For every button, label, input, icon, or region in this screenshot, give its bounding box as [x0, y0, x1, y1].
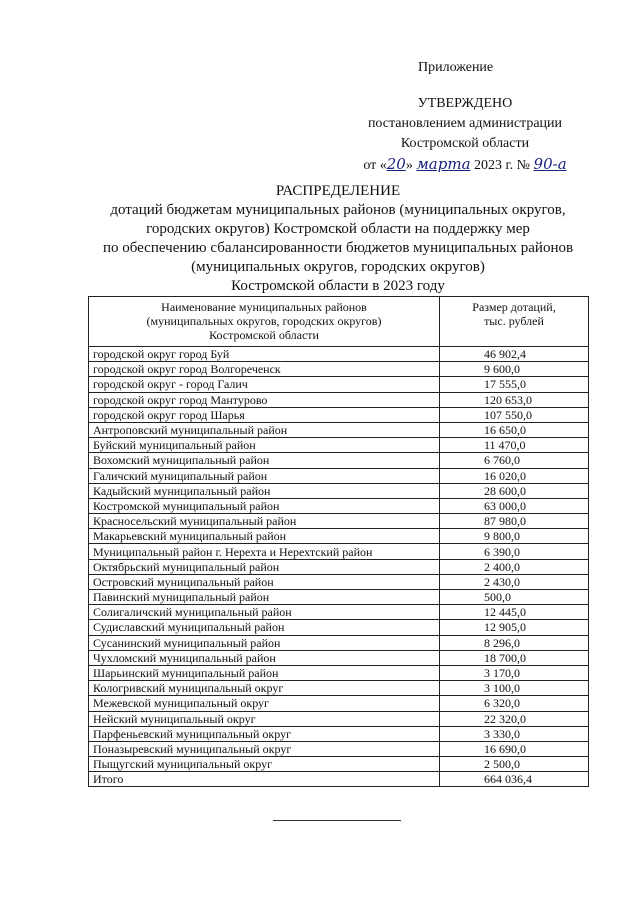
subsidy-amount: 120 653,0: [440, 392, 589, 407]
municipality-name: Макарьевский муниципальный район: [89, 529, 440, 544]
table-row: [89, 696, 589, 711]
municipality-name: Чухломский муниципальный район: [89, 650, 440, 665]
subsidy-amount: 22 320,0: [440, 711, 589, 726]
table-header-row: [89, 297, 589, 347]
table-row: [89, 665, 589, 680]
municipality-name: Островский муниципальный район: [89, 574, 440, 589]
municipality-name: городской округ город Мантурово: [89, 392, 440, 407]
heading-line-2: дотаций бюджетам муниципальных районов (муниципальных округов,: [110, 202, 566, 218]
heading-line-6: Костромской области в 2023 году: [231, 278, 445, 294]
municipality-name: Нейский муниципальный округ: [89, 711, 440, 726]
table-row: [89, 483, 589, 498]
subsidy-amount: 3 330,0: [440, 726, 589, 741]
municipality-name: городской округ город Буй: [89, 347, 440, 362]
heading-line-5: (муниципальных округов, городских округов): [191, 259, 485, 275]
subsidy-amount: 3 100,0: [440, 681, 589, 696]
date-mid: »: [405, 158, 417, 173]
municipality-name: Муниципальный район г. Нерехта и Нерехтский район: [89, 544, 440, 559]
table-row: [89, 559, 589, 574]
subsidy-amount: 107 550,0: [440, 407, 589, 422]
municipality-name: Октябрьский муниципальный район: [89, 559, 440, 574]
table-row: [89, 529, 589, 544]
subsidy-amount: 11 470,0: [440, 438, 589, 453]
subsidy-amount: 63 000,0: [440, 498, 589, 513]
table-row: [89, 574, 589, 589]
subsidy-amount: 6 760,0: [440, 453, 589, 468]
approved-title: УТВЕРЖДЕНО: [417, 96, 513, 111]
total-row: [89, 772, 589, 787]
appendix-label: Приложение: [418, 60, 494, 75]
approval-date-line: [360, 154, 570, 176]
table-row: [89, 514, 589, 529]
subsidy-amount: 9 800,0: [440, 529, 589, 544]
column-header-value: [440, 297, 589, 347]
subsidy-amount: 2 400,0: [440, 559, 589, 574]
municipality-name: Кадыйский муниципальный район: [89, 483, 440, 498]
subsidy-amount: 18 700,0: [440, 650, 589, 665]
municipality-name: Павинский муниципальный район: [89, 590, 440, 605]
table-row: [89, 347, 589, 362]
municipality-name: Сусанинский муниципальный район: [89, 635, 440, 650]
subsidy-amount: 87 980,0: [440, 514, 589, 529]
subsidy-amount: 500,0: [440, 590, 589, 605]
column-header-name-line-3: Костромской области: [209, 328, 319, 342]
column-header-name-line-2: (муниципальных округов, городских округов): [146, 314, 382, 328]
municipality-name: Солигаличский муниципальный район: [89, 605, 440, 620]
table-row: [89, 620, 589, 635]
municipality-name: городской округ город Шарья: [89, 407, 440, 422]
municipality-name: Красносельский муниципальный район: [89, 514, 440, 529]
table-row: [89, 438, 589, 453]
date-day-handwritten: 20: [386, 155, 406, 173]
table-row: [89, 468, 589, 483]
table-row: [89, 711, 589, 726]
distribution-table: [88, 296, 589, 787]
municipality-name: Судиславский муниципальный район: [89, 620, 440, 635]
municipality-name: городской округ - город Галич: [89, 377, 440, 392]
municipality-name: Кологривский муниципальный округ: [89, 681, 440, 696]
municipality-name: Вохомский муниципальный район: [89, 453, 440, 468]
municipality-name: Буйский муниципальный район: [89, 438, 440, 453]
column-header-name: [89, 297, 440, 347]
subsidy-amount: 28 600,0: [440, 483, 589, 498]
municipality-name: Антроповский муниципальный район: [89, 422, 440, 437]
subsidy-amount: 16 020,0: [440, 468, 589, 483]
municipality-name: Галичский муниципальный район: [89, 468, 440, 483]
column-header-name-line-1: Наименование муниципальных районов: [161, 300, 367, 314]
column-header-value-line-1: Размер дотаций,: [472, 300, 556, 314]
table-row: [89, 453, 589, 468]
municipality-name: Пыщугский муниципальный округ: [89, 757, 440, 772]
municipality-name: Костромской муниципальный район: [89, 498, 440, 513]
date-year: 2023 г. №: [470, 158, 534, 173]
table-row: [89, 377, 589, 392]
subsidy-amount: 8 296,0: [440, 635, 589, 650]
approved-line-2: Костромской области: [400, 136, 530, 151]
table-row: [89, 544, 589, 559]
approval-block: [360, 94, 570, 176]
subsidy-amount: 46 902,4: [440, 347, 589, 362]
subsidy-amount: 9 600,0: [440, 362, 589, 377]
subsidy-amount: 16 690,0: [440, 741, 589, 756]
table-row: [89, 392, 589, 407]
subsidy-amount: 6 390,0: [440, 544, 589, 559]
table-body: [89, 347, 589, 772]
table-row: [89, 362, 589, 377]
municipality-name: Шарьинский муниципальный район: [89, 665, 440, 680]
total-label: Итого: [89, 772, 440, 787]
approved-line-1: постановлением администрации: [367, 116, 563, 131]
subsidy-amount: 12 445,0: [440, 605, 589, 620]
document-heading: [88, 182, 588, 296]
heading-line-1: РАСПРЕДЕЛЕНИЕ: [275, 183, 401, 199]
subsidy-amount: 6 320,0: [440, 696, 589, 711]
heading-line-4: по обеспечению сбалансированности бюджетов муниципальных районов: [102, 240, 574, 256]
municipality-name: Парфеньевский муниципальный округ: [89, 726, 440, 741]
table-row: [89, 407, 589, 422]
municipality-name: городской округ город Волгореченск: [89, 362, 440, 377]
subsidy-amount: 2 430,0: [440, 574, 589, 589]
table-row: [89, 681, 589, 696]
subsidy-amount: 12 905,0: [440, 620, 589, 635]
municipality-name: Поназыревский муниципальный округ: [89, 741, 440, 756]
table-row: [89, 741, 589, 756]
subsidy-amount: 3 170,0: [440, 665, 589, 680]
table-row: [89, 635, 589, 650]
table-row: [89, 590, 589, 605]
table-row: [89, 757, 589, 772]
municipality-name: Межевской муниципальный округ: [89, 696, 440, 711]
document-number-handwritten: 90-а: [533, 155, 567, 173]
table-row: [89, 605, 589, 620]
subsidy-amount: 2 500,0: [440, 757, 589, 772]
table-row: [89, 422, 589, 437]
subsidy-amount: 17 555,0: [440, 377, 589, 392]
subsidy-amount: 16 650,0: [440, 422, 589, 437]
footer-rule: [273, 820, 401, 821]
date-month-handwritten: марта: [416, 155, 471, 173]
table-row: [89, 650, 589, 665]
table-row: [89, 726, 589, 741]
total-value: 664 036,4: [440, 772, 589, 787]
date-prefix: от «: [363, 158, 387, 173]
table-row: [89, 498, 589, 513]
column-header-value-line-2: тыс. рублей: [484, 314, 544, 328]
heading-line-3: городских округов) Костромской области на поддержку мер: [146, 221, 530, 237]
